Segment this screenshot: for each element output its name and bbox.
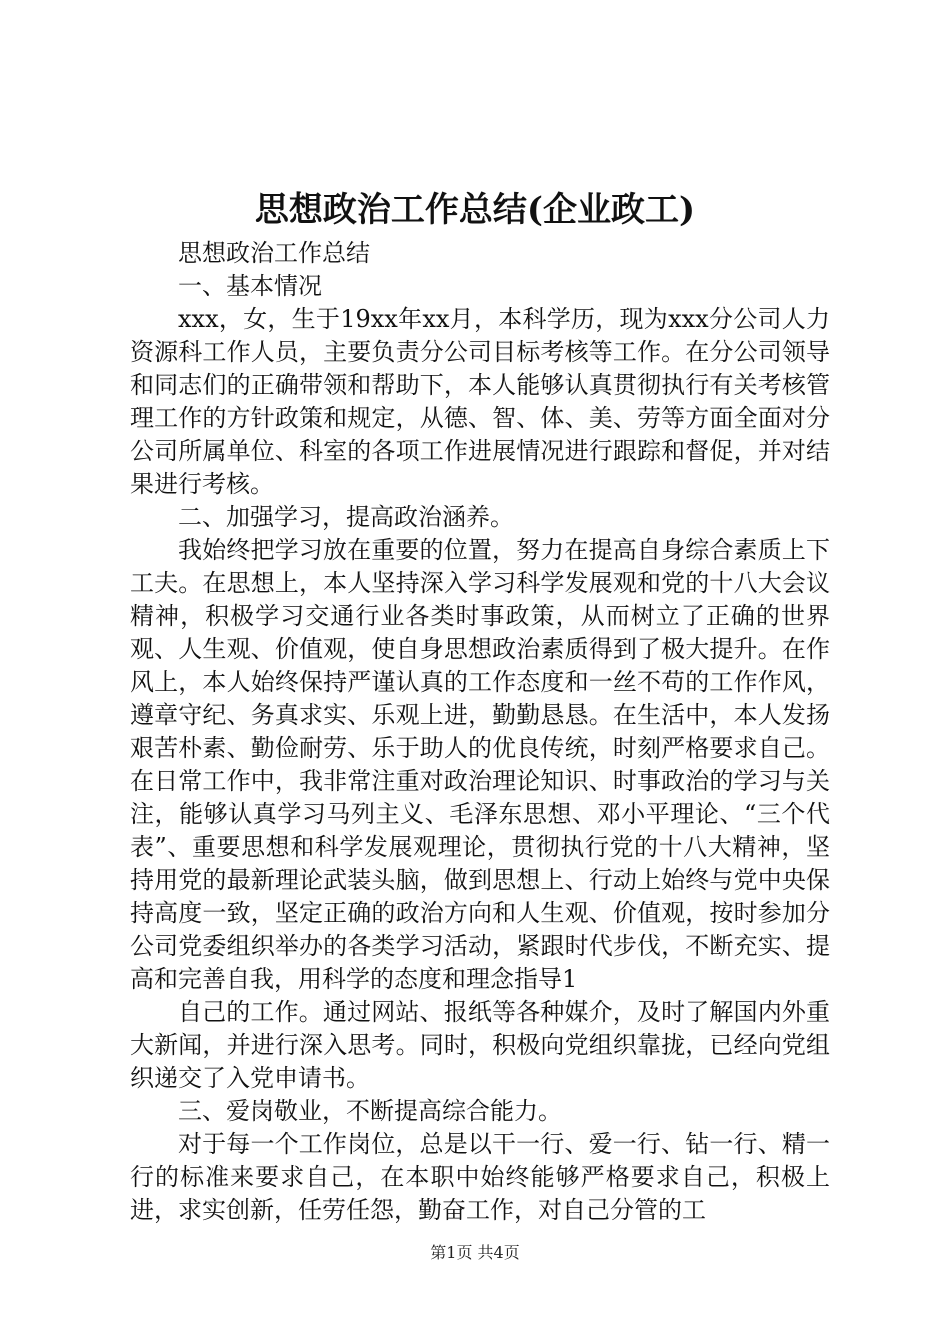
paragraph: 自己的工作。通过网站、报纸等各种媒介，及时了解国内外重大新闻，并进行深入思考。同时，积极向党组织靠拢，已经向党组织递交了入党申请书。 xyxy=(130,998,830,1092)
page-footer: 第1页 共4页 xyxy=(430,1243,520,1262)
section-heading-basic-info: 一、基本情况 xyxy=(178,272,322,300)
document-body xyxy=(130,237,830,1227)
section-heading-dedication: 三、爱岗敬业，不断提高综合能力。 xyxy=(178,1097,562,1125)
section-heading-study: 二、加强学习，提高政治涵养。 xyxy=(178,503,514,531)
paragraph: 我始终把学习放在重要的位置，努力在提高自身综合素质上下工夫。在思想上，本人坚持深入学习科学发展观和党的十八大会议精神，积极学习交通行业各类时事政策，从而树立了正确的世界观、人生观、价值观，使自身思想政治素质得到了极大提升。在作风上，本人始终保持严谨认真的工作态度和一丝不苟的工作作风，遵章守纪、务真求实、乐观上进，勤勤恳恳。在生活中，本人发扬艰苦朴素、勤俭耐劳、乐于助人的优良传统，时刻严格要求自己。在日常工作中，我非常注重对政治理论知识、时事政治的学习与关注，能够认真学习马列主义、毛泽东思想、邓小平理论、“三个代表”、重要思想和科学发展观理论，贯彻执行党的十八大精神，坚持用党的最新理论武装头脑，做到思想上、行动上始终与党中央保持高度一致，坚定正确的政治方向和人生观、价值观，按时参加分公司党委组织举办的各类学习活动，紧跟时代步伐，不断充实、提高和完善自我，用科学的态度和理念指导1 xyxy=(130,536,830,993)
document-title: 思想政治工作总结(企业政工) xyxy=(254,190,696,230)
paragraph-heading: 思想政治工作总结 xyxy=(178,239,370,267)
paragraph: 对于每一个工作岗位，总是以干一行、爱一行、钻一行、精一行的标准来要求自己，在本职中始终能够严格要求自己，积极上进，求实创新，任劳任怨，勤奋工作，对自己分管的工 xyxy=(130,1130,830,1224)
paragraph: xxx，女，生于19xx年xx月，本科学历，现为xxx分公司人力资源科工作人员，主要负责分公司目标考核等工作。在分公司领导和同志们的正确带领和帮助下，本人能够认真贯彻执行有关考核管理工作的方针政策和规定，从德、智、体、美、劳等方面全面对分公司所属单位、科室的各项工作进展情况进行跟踪和督促，并对结果进行考核。 xyxy=(130,305,830,498)
